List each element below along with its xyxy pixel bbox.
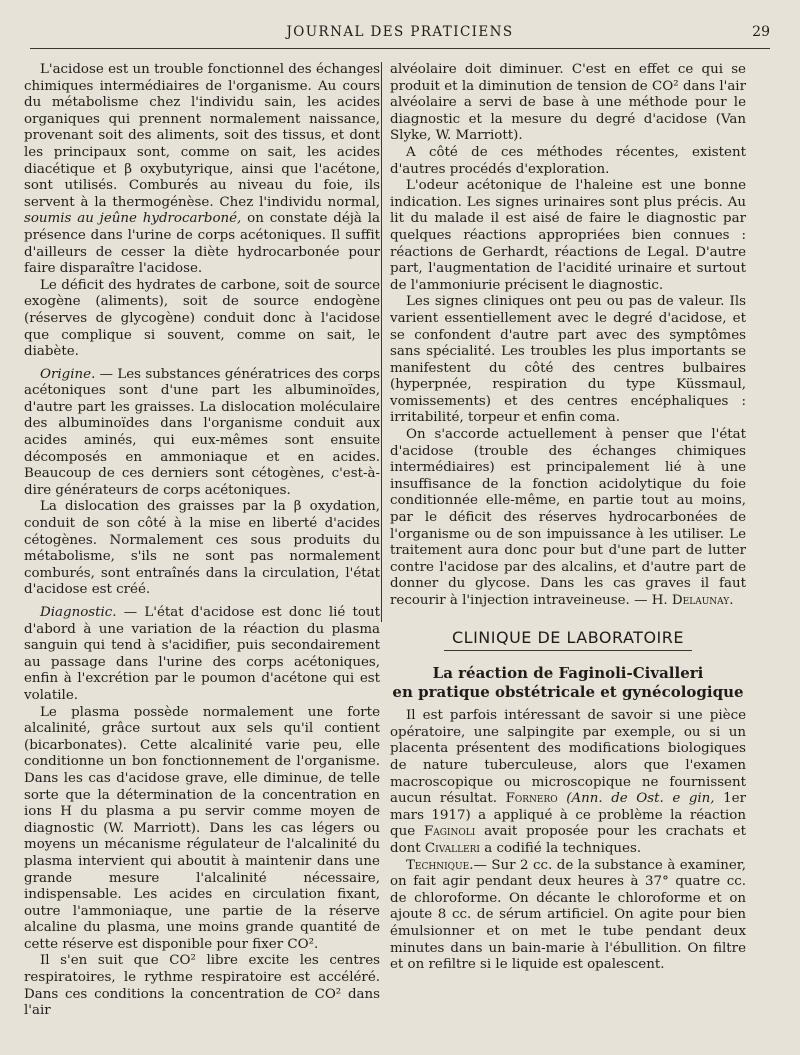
- paragraph: [390, 427, 746, 610]
- section-title-text: CLINIQUE DE LABORATOIRE: [444, 628, 692, 651]
- paragraph-text: 1er mars 1917) a appliqué à ce problème la réaction que: [390, 791, 746, 840]
- page-header: [30, 24, 770, 46]
- cited-author: Civalleri: [424, 840, 480, 856]
- paragraph-text: L'acidose est un trouble fonctionnel des échanges chimiques intermédiaires de l'organisme. Au cours du métabolisme chez l'individu sain, les acides organiques qui prennent normalement naissance, provenant soit des aliments, soit des tissus, et dont les principaux sont, comme on sait, les acides diacétique et β oxybutyrique, ainsi que l'acétone, sont utilisés. Comburés au niveau du foie, ils servent à la thermogénèse. Chez l'individu normal,: [24, 62, 380, 210]
- paragraph-text: — Les substances génératrices des corps acétoniques sont d'une part les albuminoïdes, d'autre part les graisses. La dislocation moléculaire des albuminoïdes dans l'organisme conduit aux acides aminés, qui eux-mêmes sont ensuite décomposés en ammoniaque et en acides. Beaucoup de ces derniers sont cétogènes, c'est-à-dire générateurs de corps acétoniques.: [24, 366, 380, 498]
- italic-phrase: soumis au jeûne hydrocarboné,: [24, 211, 242, 227]
- cited-author: Fornero: [505, 791, 558, 807]
- paragraph: alvéolaire doit diminuer. C'est en effet ce qui se produit et la diminution de tension de CO² dans l'air alvéolaire a servi de base à une méthode pour le diagnostic et la mesure du degré d'acidose (Van Slyke, W. Marriott).: [390, 62, 746, 144]
- paragraph: Le déficit des hydrates de carbone, soit de source exogène (aliments), soit de source endogène (réserves de glycogène) conduit donc à l'acidose que complique si souvent, comme on sait, le diabète.: [24, 277, 380, 360]
- technique-label: Technique.: [406, 857, 474, 873]
- article-title-line: La réaction de Faginoli-Civalleri: [432, 664, 704, 683]
- paragraph-text: On s'accorde actuellement à penser que l'état d'acidose (trouble des échanges chimiques intermédiaires) est principalement lié à une insuffisance de la fonction acidolytique du foie conditionnée elle-même, en partie tout au moins, par le déficit des réserves hydrocarbonées de l'organisme ou de son impuissance à les utiliser. Le traitement aura donc pour but d'une part de lutter contre l'acidose par des alcalins, et d'autre part de donner du glycose. Dans les cas graves il faut recourir à l'injection intraveineuse. —: [390, 427, 746, 608]
- paragraph: Il s'en suit que CO² libre excite les centres respiratoires, le rythme respiratoire est accéléré. Dans ces conditions la concentration de CO² dans l'air: [24, 953, 380, 1019]
- paragraph-text: Il est parfois intéressant de savoir si une pièce opératoire, une salpingite par exemple, ou si un placenta présentent des modifications biologiques de nature tuberculeuse, alors que l'examen macroscopique ou microscopique ne fournissent aucun résultat.: [390, 708, 746, 807]
- paragraph: A côté de ces méthodes récentes, existent d'autres procédés d'exploration.: [390, 144, 746, 177]
- cited-author: Faginoli: [423, 824, 476, 840]
- paragraph: Les signes cliniques ont peu ou pas de valeur. Ils varient essentiellement avec le degré d'acidose, et se confondent d'autre part avec des symptômes sans spécialité. Les troubles les plus importants se manifestent du côté des centres bulbaires (hyperpnée, respiration du type Küssmaul, vomissements) et des centres encéphaliques : irritabilité, torpeur et enfin coma.: [390, 294, 746, 426]
- citation: (Ann. de Ost. e gin,: [566, 791, 715, 807]
- section-title: [390, 627, 746, 647]
- running-title: JOURNAL DES PRATICIENS: [286, 24, 514, 40]
- column-rule: [381, 62, 382, 622]
- paragraph: [390, 708, 746, 857]
- article-title-line: en pratique obstétricale et gynécologique: [392, 683, 744, 702]
- left-column: [24, 62, 380, 1020]
- paragraph-text: on constate déjà la présence dans l'urine de corps acétoniques. Il suffit d'ailleurs de cesser la diète hydrocarbonée pour faire disparaître l'acidose.: [24, 211, 380, 277]
- paragraph-text: a codifié la techniques.: [484, 840, 642, 856]
- diagnostic-label: Diagnostic.: [40, 605, 117, 620]
- paragraph-diagnostic: [24, 605, 380, 705]
- paragraph: La dislocation des graisses par la β oxydation, conduit de son côté à la mise en liberté d'acides cétogènes. Normalement ces sous produits du métabolisme, s'ils ne sont pas normalement comburés, sont entraînés dans la circulation, l'état d'acidose est créé.: [24, 499, 380, 598]
- paragraph-text: avait proposée pour les crachats et dont: [390, 824, 746, 856]
- author-signature: H. Delaunay.: [651, 593, 734, 608]
- paragraph-text: — L'état d'acidose est donc lié tout d'abord à une variation de la réaction du plasma sanguin qui tend à s'acidifier, puis secondairement au passage dans l'urine des corps acétoniques, enfin à l'excrétion par le poumon d'acétone qui est volatile.: [24, 605, 380, 703]
- paragraph: Le plasma possède normalement une forte alcalinité, grâce surtout aux sels qu'il contient (bicarbonates). Cette alcalinité varie peu, elle conditionne un bon fonctionnement de l'organisme. Dans les cas d'acidose grave, elle diminue, de telle sorte que la détermination de la concentration en ions H du plasma a pu servir comme moyen de diagnostic (W. Marriott). Dans les cas légers ou moyens un mécanisme régulateur de l'alcalinité du plasma intervient qui aboutit à maintenir dans une grande mesure l'alcalinité nécessaire, indispensable. Les acides en circulation fixant, outre l'ammoniaque, une partie de la réserve alcaline du plasma, une moins grande quantité de cette réserve est disponible pour fixer CO².: [24, 704, 380, 952]
- article-title: [390, 664, 746, 702]
- paragraph-technique: [390, 858, 746, 974]
- header-rule: [30, 48, 770, 49]
- paragraph: L'odeur acétonique de l'haleine est une bonne indication. Les signes urinaires sont plus précis. Au lit du malade il est aisé de faire le diagnostic par quelques réactions appropriées bien connues : réactions de Gerhardt, réactions de Legal. D'autre part, l'augmentation de l'acidité urinaire et surtout de l'ammoniurie précisent le diagnostic.: [390, 178, 746, 293]
- paragraph: [24, 62, 380, 278]
- paragraph-origine: [24, 367, 380, 500]
- origine-label: Origine.: [40, 366, 96, 382]
- right-column: [390, 62, 746, 974]
- paragraph-text: — Sur 2 cc. de la substance à examiner, on fait agir pendant deux heures à 37° quatre cc. de chloroforme. On décante le chloroforme et on ajoute 8 cc. de sérum artificiel. On agite pour bien émulsionner et on met le tube pendant deux minutes dans un bain-marie à l'ébullition. On filtre et on refiltre si le liquide est opalescent.: [390, 857, 746, 973]
- page-number: 29: [752, 24, 770, 40]
